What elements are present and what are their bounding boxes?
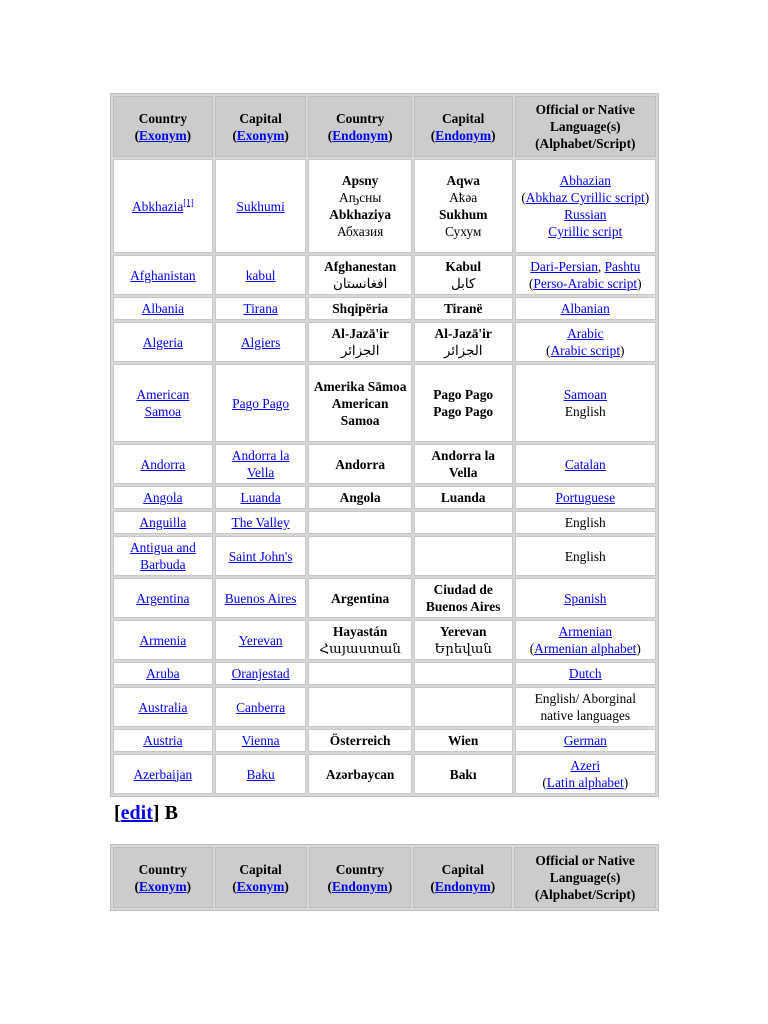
country-exonym-cell (113, 322, 213, 362)
language-link[interactable]: Dari-Persian (530, 259, 598, 274)
endonym-link[interactable]: Endonym (332, 878, 388, 894)
language-cell: English/ Aborginal native languages (515, 687, 656, 727)
country-exonym-cell (113, 729, 213, 752)
language-link[interactable]: Spanish (564, 590, 607, 606)
capital-endonym-cell: Aqwa Аҟәа Sukhum Сухум (414, 159, 513, 253)
country-endonym-cell: Al-Jazā'ir الجزائر (308, 322, 411, 362)
country-link[interactable]: Anguilla (139, 515, 187, 530)
language-cell (515, 662, 656, 685)
table-header-row (113, 847, 656, 908)
table-row (113, 159, 656, 253)
capital-exonym-cell (215, 486, 307, 509)
country-exonym-cell (113, 687, 213, 727)
capital-exonym-cell (215, 754, 307, 794)
capital-link[interactable]: Saint John's (228, 548, 293, 564)
language-cell: Samoan English (515, 364, 656, 442)
language-link[interactable]: Portuguese (555, 490, 616, 505)
country-exonym-cell (113, 364, 213, 442)
capital-exonym-cell (215, 444, 307, 484)
language-link[interactable]: Dutch (568, 666, 602, 681)
country-link[interactable]: Austria (143, 733, 183, 748)
header-country-endonym: Country (Endonym) (309, 847, 412, 908)
country-endonym-cell (308, 687, 411, 727)
table-row (113, 620, 656, 660)
country-endonym-cell: Afghanestan افغانستان (308, 255, 411, 295)
capital-link[interactable]: Andorra la Vella (231, 448, 290, 480)
header-country-exonym: Country (Exonym) (113, 96, 213, 157)
country-link[interactable]: Afghanistan (130, 267, 196, 283)
footnote-link[interactable]: [1] (183, 197, 194, 208)
language-cell (515, 729, 656, 752)
capital-link[interactable]: kabul (245, 267, 276, 283)
capital-link[interactable]: Tirana (243, 301, 278, 316)
country-endonym-cell: Angola (308, 486, 411, 509)
language-link[interactable]: Samoan (563, 387, 607, 402)
countries-table-b (110, 844, 659, 911)
capital-endonym-cell: Al-Jazā'ir الجزائر (414, 322, 513, 362)
country-endonym-cell: Azərbaycan (308, 754, 411, 794)
table-row (113, 255, 656, 295)
country-exonym-cell (113, 486, 213, 509)
country-exonym-cell (113, 255, 213, 295)
country-exonym-cell (113, 297, 213, 320)
capital-exonym-cell (215, 159, 307, 253)
country-endonym-cell (308, 511, 411, 534)
capital-exonym-cell (215, 255, 307, 295)
capital-exonym-cell (215, 511, 307, 534)
capital-exonym-cell (215, 322, 307, 362)
capital-link[interactable]: The Valley (231, 515, 290, 530)
header-language: Official or Native Language(s) (Alphabet/Script) (514, 847, 656, 908)
language-cell: Azeri (Latin alphabet) (515, 754, 656, 794)
language-cell (515, 486, 656, 509)
country-exonym-cell (113, 536, 213, 576)
script-link[interactable]: Armenian alphabet (534, 641, 637, 656)
country-exonym-cell (113, 662, 213, 685)
language-link[interactable]: Albanian (560, 301, 610, 316)
country-endonym-cell: Andorra (308, 444, 411, 484)
capital-endonym-cell (414, 662, 513, 685)
exonym-link[interactable]: Exonym (139, 127, 187, 143)
language-cell (515, 444, 656, 484)
country-exonym-cell (113, 620, 213, 660)
script-link[interactable]: Perso-Arabic script (533, 276, 638, 291)
country-link[interactable]: Albania (141, 301, 185, 316)
country-link[interactable]: Argentina (136, 590, 190, 606)
capital-endonym-cell: Bakı (414, 754, 513, 794)
language-link[interactable]: German (563, 733, 607, 748)
capital-exonym-cell (215, 729, 307, 752)
table-row (113, 444, 656, 484)
language-link[interactable]: Arabic (567, 326, 604, 341)
country-link[interactable]: Angola (143, 490, 183, 505)
language-link[interactable]: Abhazian (559, 173, 611, 188)
capital-exonym-cell (215, 364, 307, 442)
country-endonym-cell (308, 662, 411, 685)
country-exonym-cell (113, 511, 213, 534)
capital-endonym-cell: Tiranë (414, 297, 513, 320)
capital-link[interactable]: Pago Pago (232, 395, 290, 411)
table-row (113, 297, 656, 320)
language-link[interactable]: Russian (564, 207, 607, 222)
section-heading-b: [edit] B (114, 802, 178, 824)
exonym-link[interactable]: Exonym (236, 127, 285, 143)
table-header-row (113, 96, 656, 157)
country-link[interactable]: Andorra (140, 456, 186, 472)
header-capital-endonym: Capital (Endonym) (413, 847, 512, 908)
endonym-link[interactable]: Endonym (332, 127, 389, 143)
capital-endonym-cell (414, 687, 513, 727)
table-row (113, 662, 656, 685)
header-country-endonym: Country (Endonym) (308, 96, 411, 157)
country-endonym-cell: Argentina (308, 578, 411, 618)
capital-link[interactable]: Sukhumi (236, 198, 285, 214)
countries-table-a (110, 93, 659, 797)
table-row (113, 322, 656, 362)
country-link[interactable]: American Samoa (136, 387, 190, 419)
country-endonym-cell: Österreich (308, 729, 411, 752)
capital-exonym-cell (215, 578, 307, 618)
capital-endonym-cell: Yerevan Երեվան (414, 620, 513, 660)
capital-exonym-cell (215, 687, 307, 727)
capital-endonym-cell: Luanda (414, 486, 513, 509)
language-cell: English (515, 536, 656, 576)
table-row (113, 687, 656, 727)
table-row (113, 511, 656, 534)
capital-endonym-cell (414, 536, 513, 576)
table-row (113, 754, 656, 794)
capital-link[interactable]: Canberra (236, 699, 286, 715)
language-cell: English (515, 511, 656, 534)
capital-endonym-cell (414, 511, 513, 534)
table-row (113, 578, 656, 618)
country-link[interactable]: Armenia (139, 632, 187, 648)
country-exonym-cell (113, 754, 213, 794)
country-link[interactable]: Abkhazia (131, 198, 184, 214)
capital-exonym-cell (215, 536, 307, 576)
country-endonym-cell: Amerika Sāmoa American Samoa (308, 364, 411, 442)
endonym-link[interactable]: Endonym (435, 127, 492, 143)
header-country-exonym: Country (Exonym) (113, 847, 213, 908)
country-exonym-cell (113, 444, 213, 484)
language-cell: Arabic (Arabic script) (515, 322, 656, 362)
capital-link[interactable]: Algiers (240, 334, 281, 350)
table-row (113, 364, 656, 442)
capital-endonym-cell: Andorra la Vella (414, 444, 513, 484)
country-endonym-cell: Shqipëria (308, 297, 411, 320)
capital-link[interactable]: Oranjestad (231, 666, 290, 681)
language-link[interactable]: Pashtu (604, 259, 641, 274)
country-link[interactable]: Algeria (142, 334, 183, 350)
country-endonym-cell: Apsny Аҧсны Abkhaziya Абхазия (308, 159, 411, 253)
country-link[interactable]: Azerbaijan (133, 766, 193, 782)
capital-exonym-cell (215, 662, 307, 685)
capital-exonym-cell (215, 620, 307, 660)
language-link[interactable]: Azeri (570, 758, 601, 773)
header-capital-exonym: Capital (Exonym) (215, 96, 307, 157)
script-link[interactable]: Abkhaz Cyrillic script (525, 190, 645, 205)
exonym-link[interactable]: Exonym (236, 878, 285, 894)
country-link[interactable]: Antigua and Barbuda (129, 540, 196, 572)
country-exonym-cell (113, 159, 213, 253)
language-cell: Abhazian (Abkhaz Cyrillic script) Russian Cyrillic script (515, 159, 656, 253)
language-cell (515, 297, 656, 320)
capital-exonym-cell (215, 297, 307, 320)
capital-endonym-cell: Ciudad de Buenos Aires (414, 578, 513, 618)
table-row (113, 729, 656, 752)
script-link[interactable]: Cyrillic script (548, 224, 623, 239)
capital-link[interactable]: Yerevan (238, 632, 283, 648)
country-exonym-cell (113, 578, 213, 618)
capital-endonym-cell: Kabul کابل (414, 255, 513, 295)
language-link[interactable]: Armenian (558, 624, 613, 639)
script-link[interactable]: Arabic script (550, 343, 621, 358)
country-endonym-cell: Hayastán Հայաստան (308, 620, 411, 660)
language-cell (515, 578, 656, 618)
capital-link[interactable]: Baku (246, 766, 275, 782)
language-cell: Dari-Persian, Pashtu (Perso-Arabic script) (515, 255, 656, 295)
endonym-link[interactable]: Endonym (434, 878, 491, 894)
capital-link[interactable]: Luanda (240, 490, 281, 505)
capital-endonym-cell: Wien (414, 729, 513, 752)
table-row (113, 486, 656, 509)
exonym-link[interactable]: Exonym (138, 878, 187, 894)
capital-endonym-cell: Pago Pago Pago Pago (414, 364, 513, 442)
header-capital-exonym: Capital (Exonym) (215, 847, 307, 908)
capital-link[interactable]: Buenos Aires (224, 590, 297, 606)
language-cell: Armenian (Armenian alphabet) (515, 620, 656, 660)
language-link[interactable]: Catalan (564, 456, 606, 472)
country-endonym-cell (308, 536, 411, 576)
header-language: Official or Native Language(s) (Alphabet/Script) (515, 96, 656, 157)
edit-link[interactable]: edit (120, 802, 153, 824)
script-link[interactable]: Latin alphabet (546, 775, 624, 790)
capital-link[interactable]: Vienna (241, 733, 280, 748)
country-link[interactable]: Australia (138, 699, 188, 715)
table-row (113, 536, 656, 576)
country-link[interactable]: Aruba (146, 666, 180, 681)
header-capital-endonym: Capital (Endonym) (414, 96, 513, 157)
